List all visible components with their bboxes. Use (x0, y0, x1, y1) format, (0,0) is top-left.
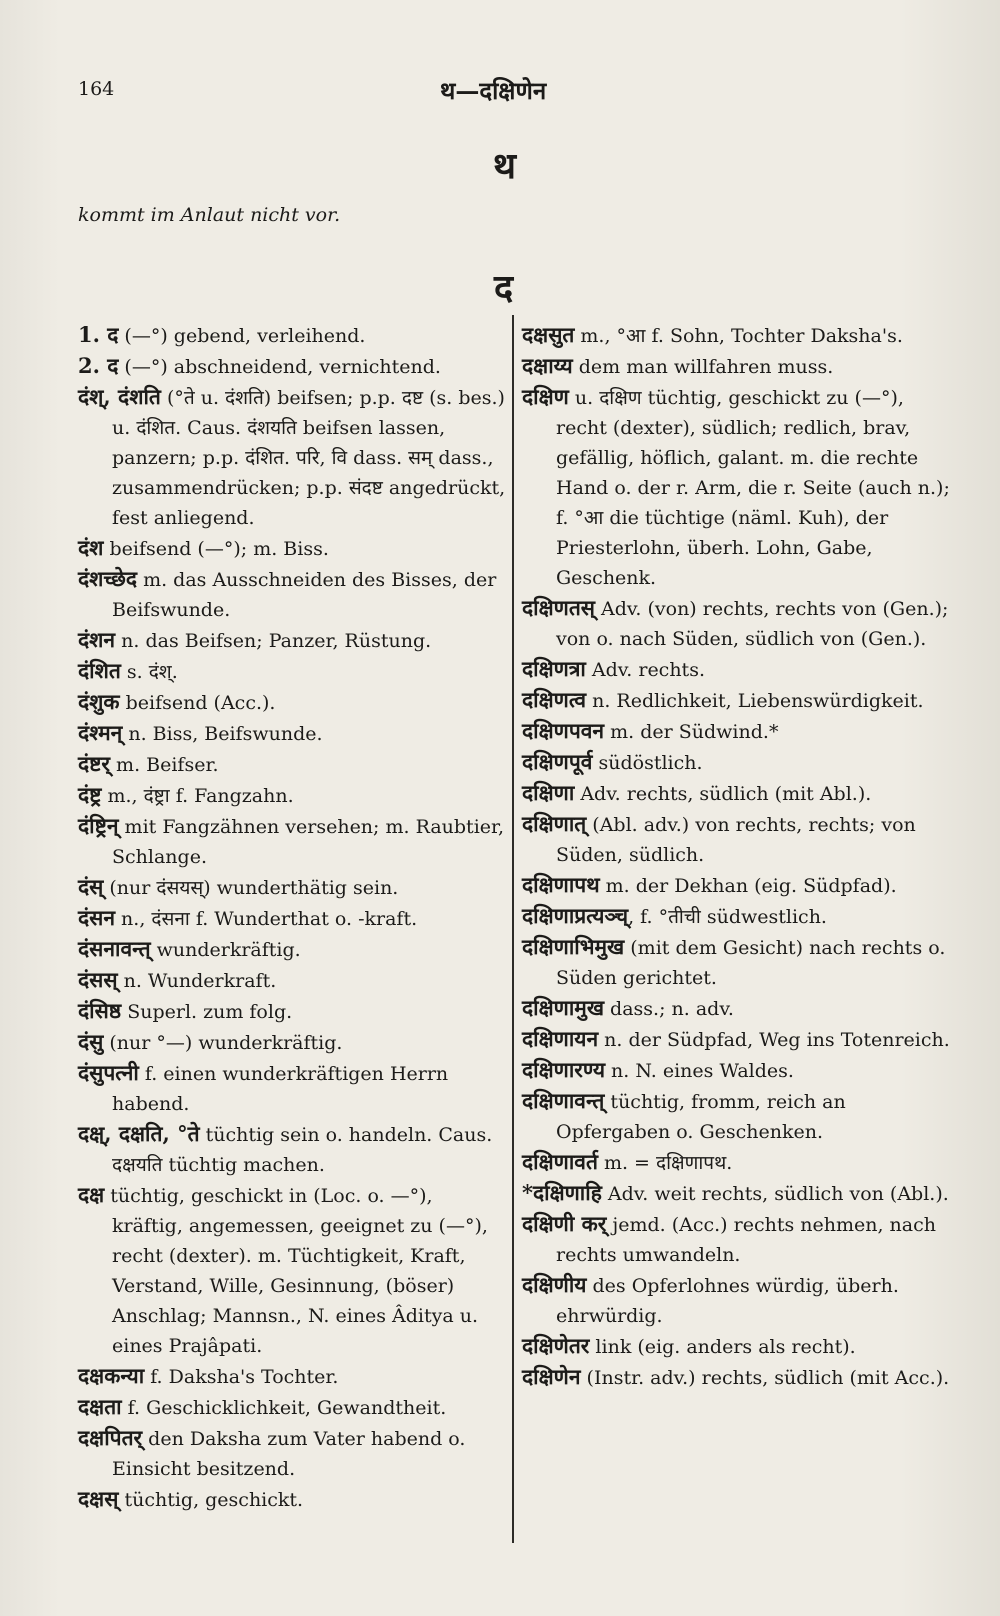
dictionary-entry (78, 1484, 506, 1515)
entry-headword: दक्षिणी कर् (522, 1211, 607, 1236)
entry-gloss: dem man willfahren muss. (572, 356, 834, 378)
entry-headword: दक्षाय्य (522, 353, 573, 378)
entry-headword: दक्षिणत्व (522, 687, 587, 712)
section-letter-tha: थ (493, 145, 517, 187)
entry-gloss: (Abl. adv.) von rechts, rechts; von Süden, südlich. (556, 814, 916, 866)
entry-gloss: link (eig. anders als recht). (589, 1336, 856, 1358)
entry-headword: दंष्टर् (78, 751, 111, 776)
entry-headword: दंसनावन्त् (78, 936, 151, 961)
entry-gloss: n. der Südpfad, Weg ins Totenreich. (598, 1029, 950, 1051)
entry-headword: दक्षिणेतर (522, 1333, 590, 1358)
dictionary-entry (522, 1209, 950, 1270)
dictionary-entry (522, 1178, 950, 1209)
section-note-tha: kommt im Anlaut nicht vor. (78, 204, 341, 226)
section-letter-da: द (494, 267, 514, 309)
dictionary-entry (522, 1362, 950, 1393)
entry-gloss: (nur दंसयस्) wunderthätig sein. (103, 877, 399, 899)
dictionary-entry (522, 932, 950, 993)
dictionary-entry (522, 993, 950, 1024)
entry-gloss: n. Wunderkraft. (117, 970, 277, 992)
dictionary-entry (78, 564, 506, 625)
entry-gloss: n. N. eines Waldes. (605, 1060, 794, 1082)
entry-gloss: (°ते u. दंशति) beifsen; p.p. दष्ट (s. bes.) u. दंशित. Caus. दंशयति beifsen lassen, panzern; p.p. दंशित. परि, वि dass. सम् dass., zusammendrücken; p.p. संदष्ट angedrückt, fest anliegend. (112, 387, 506, 529)
entry-headword: 1. द (78, 322, 119, 347)
dictionary-entry (522, 1086, 950, 1147)
entry-gloss: dass.; n. adv. (604, 998, 734, 1020)
entry-gloss: südöstlich. (592, 752, 703, 774)
entry-headword: दक्षिणेन (522, 1364, 581, 1389)
entry-headword: दक्षपितर् (78, 1425, 143, 1450)
entry-gloss: m., °आ f. Sohn, Tochter Daksha's. (574, 325, 903, 347)
entry-gloss: tüchtig, fromm, reich an Opfergaben o. Geschenken. (556, 1091, 846, 1143)
entry-gloss: mit Fangzähnen versehen; m. Raubtier, Schlange. (112, 816, 505, 868)
dictionary-entry (78, 996, 506, 1027)
entry-headword: दंसस् (78, 967, 118, 992)
dictionary-entry (522, 1331, 950, 1362)
entry-headword: दक्षिणावन्त् (522, 1088, 605, 1113)
entry-gloss: n., दंसना f. Wunderthat o. -kraft. (115, 908, 418, 930)
left-column (78, 320, 506, 1515)
dictionary-entry (78, 718, 506, 749)
running-head: थ—दक्षिणेन (440, 76, 547, 105)
entry-headword: दक्षिणाभिमुख (522, 934, 625, 959)
dictionary-entry (78, 872, 506, 903)
dictionary-entry (78, 351, 506, 382)
entry-headword: दंसु (78, 1029, 104, 1054)
dictionary-entry (522, 382, 950, 593)
entry-gloss: des Opferlohnes würdig, überh. ehrwürdig. (556, 1275, 899, 1327)
entry-headword: दक्षिणतस् (522, 595, 595, 620)
entry-gloss: s. दंश्. (120, 661, 178, 683)
entry-headword: दक्ष (78, 1182, 105, 1207)
dictionary-entry (522, 901, 950, 932)
entry-gloss: (—°) abschneidend, vernichtend. (118, 356, 441, 378)
entry-gloss: Superl. zum folg. (121, 1001, 293, 1023)
entry-gloss: m. der Südwind.* (604, 721, 779, 743)
entry-gloss: (mit dem Gesicht) nach rechts o. Süden gerichtet. (556, 937, 946, 989)
entry-gloss: m. = दक्षिणापथ. (597, 1152, 733, 1174)
dictionary-entry (522, 1270, 950, 1331)
dictionary-entry (78, 625, 506, 656)
entry-gloss: beifsend (—°); m. Biss. (103, 538, 329, 560)
entry-gloss: f. einen wunderkräftigen Herrn habend. (112, 1063, 449, 1115)
entry-gloss: m. der Dekhan (eig. Südpfad). (599, 875, 897, 897)
entry-gloss: (—°) gebend, verleihend. (118, 325, 366, 347)
entry-headword: दक्षिणात् (522, 811, 587, 836)
entry-gloss: tüchtig sein o. handeln. Caus. दक्षयति tüchtig machen. (112, 1124, 493, 1176)
dictionary-entry (78, 1180, 506, 1361)
entry-headword: दंशन (78, 627, 116, 652)
right-column (522, 320, 950, 1393)
entry-headword: *दक्षिणाहि (522, 1180, 602, 1205)
column-divider (512, 315, 514, 1543)
dictionary-entry (522, 1024, 950, 1055)
dictionary-entry (78, 903, 506, 934)
entry-headword: दक्षिणामुख (522, 995, 605, 1020)
entry-gloss: Adv. rechts, südlich (mit Abl.). (574, 783, 872, 805)
entry-gloss: n. Redlichkeit, Liebenswürdigkeit. (586, 690, 924, 712)
entry-headword: दंशच्छेद (78, 566, 138, 591)
dictionary-entry (522, 778, 950, 809)
dictionary-entry (78, 965, 506, 996)
dictionary-entry (78, 1119, 506, 1180)
entry-headword: दक्षिणा (522, 780, 575, 805)
entry-headword: दंश्मन् (78, 720, 123, 745)
entry-gloss: (Instr. adv.) rechts, südlich (mit Acc.). (580, 1367, 950, 1389)
entry-gloss: tüchtig, geschickt. (118, 1489, 304, 1511)
dictionary-entry (78, 320, 506, 351)
dictionary-entry (522, 593, 950, 654)
entry-headword: दंश्, दंशति (78, 384, 161, 409)
entry-gloss: , f. °तीची südwestlich. (628, 906, 827, 928)
entry-gloss: den Daksha zum Vater habend o. Einsicht besitzend. (112, 1428, 466, 1480)
entry-gloss: m. das Ausschneiden des Bisses, der Beifswunde. (112, 569, 497, 621)
entry-headword: दक्षस् (78, 1486, 119, 1511)
entry-gloss: (nur °—) wunderkräftig. (103, 1032, 343, 1054)
dictionary-entry (78, 656, 506, 687)
entry-headword: दक्षिणीय (522, 1272, 587, 1297)
entry-gloss: u. दक्षिण tüchtig, geschickt zu (—°), recht (dexter), südlich; redlich, brav, gefällig, höflich, galant. m. die rechte Hand o. der r. Arm, die r. Seite (auch n.); f. °आ die tüchtige (näml. Kuh), der Priesterlohn, überh. Lohn, Gabe, Geschenk. (556, 387, 950, 589)
entry-headword: दंसिष्ठ (78, 998, 122, 1023)
dictionary-entry (78, 934, 506, 965)
dictionary-entry (78, 811, 506, 872)
entry-gloss: tüchtig, geschickt in (Loc. o. —°), kräftig, angemessen, geeignet zu (—°), recht (dexter). m. Tüchtigkeit, Kraft, Verstand, Wille, Gesinnung, (böser) Anschlag; Mannsn., N. eines Âditya u. eines Prajâpati. (104, 1185, 488, 1357)
dictionary-entry (78, 1361, 506, 1392)
dictionary-entry (522, 320, 950, 351)
dictionary-entry (78, 1423, 506, 1484)
entry-headword: दक्षिणावर्त (522, 1149, 598, 1174)
entry-headword: दक्षकन्या (78, 1363, 145, 1388)
entry-headword: दक्षिणारण्य (522, 1057, 606, 1082)
entry-headword: दक्ष्, दक्षति, °ते (78, 1121, 200, 1146)
entry-headword: दक्षसुत (522, 322, 575, 347)
entry-gloss: jemd. (Acc.) rechts nehmen, nach rechts umwandeln. (556, 1214, 937, 1266)
entry-headword: दंशित (78, 658, 121, 683)
page-number: 164 (78, 78, 115, 100)
entry-gloss: wunderkräftig. (150, 939, 301, 961)
entry-headword: दंस् (78, 874, 104, 899)
dictionary-entry (522, 1055, 950, 1086)
entry-gloss: Adv. rechts. (585, 659, 705, 681)
dictionary-entry (522, 716, 950, 747)
entry-headword: दंसन (78, 905, 116, 930)
dictionary-entry (522, 1147, 950, 1178)
dictionary-entry (522, 747, 950, 778)
entry-headword: दक्षिणपवन (522, 718, 605, 743)
entry-gloss: Adv. weit rechts, südlich von (Abl.). (601, 1183, 949, 1205)
entry-headword: दक्षिणायन (522, 1026, 599, 1051)
entry-headword: दंसुपत्नी (78, 1060, 139, 1085)
entry-headword: दक्षता (78, 1394, 122, 1419)
dictionary-entry (78, 1027, 506, 1058)
entry-gloss: beifsend (Acc.). (119, 692, 276, 714)
dictionary-entry (522, 351, 950, 382)
dictionary-entry (522, 809, 950, 870)
dictionary-entry (522, 654, 950, 685)
dictionary-entry (78, 749, 506, 780)
dictionary-entry (78, 533, 506, 564)
entry-headword: 2. द (78, 353, 119, 378)
entry-headword: दक्षिणपूर्व (522, 749, 593, 774)
entry-gloss: Adv. (von) rechts, rechts von (Gen.); von o. nach Süden, südlich von (Gen.). (556, 598, 949, 650)
entry-headword: दक्षिणाप्रत्यञ्च् (522, 903, 629, 928)
entry-gloss: f. Daksha's Tochter. (144, 1366, 339, 1388)
dictionary-entry (78, 780, 506, 811)
entry-gloss: n. Biss, Beifswunde. (122, 723, 323, 745)
entry-gloss: n. das Beifsen; Panzer, Rüstung. (115, 630, 432, 652)
entry-headword: दंशुक (78, 689, 120, 714)
entry-gloss: f. Geschicklichkeit, Gewandtheit. (121, 1397, 447, 1419)
entry-headword: दंष्ट्र (78, 782, 102, 807)
dictionary-entry (78, 382, 506, 533)
entry-gloss: m., दंष्ट्रा f. Fangzahn. (101, 785, 294, 807)
entry-headword: दंश (78, 535, 104, 560)
dictionary-entry (78, 687, 506, 718)
dictionary-entry (78, 1058, 506, 1119)
dictionary-entry (78, 1392, 506, 1423)
dictionary-entry (522, 870, 950, 901)
entry-headword: दक्षिणत्रा (522, 656, 586, 681)
entry-gloss: m. Beifser. (110, 754, 219, 776)
entry-headword: दक्षिण (522, 384, 569, 409)
entry-headword: दक्षिणापथ (522, 872, 600, 897)
entry-headword: दंष्ट्रिन् (78, 813, 119, 838)
dictionary-entry (522, 685, 950, 716)
